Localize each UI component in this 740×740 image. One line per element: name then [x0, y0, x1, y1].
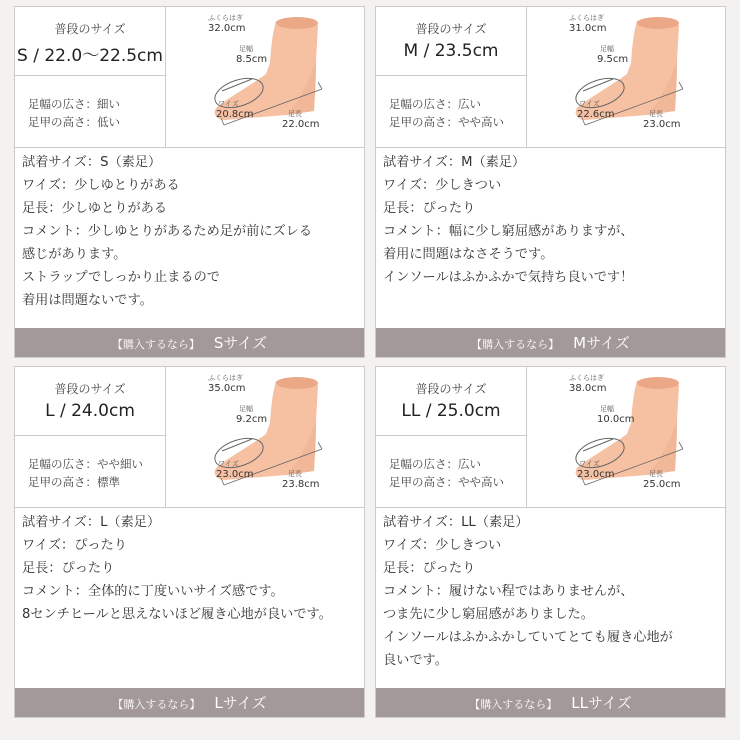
foot-illustration — [166, 7, 364, 147]
ankle-value: 9.2cm — [236, 414, 268, 425]
recommended-size: LLサイズ — [571, 694, 632, 712]
foot-width-line: 足幅の広さ：細い — [28, 97, 120, 111]
usual-size-caption: 普段のサイズ — [415, 22, 487, 36]
usual-size-box — [376, 367, 526, 436]
instep-height-line: 足甲の高さ：標準 — [28, 475, 120, 489]
fitting-comments — [15, 148, 364, 328]
size-review-card — [375, 6, 726, 358]
usual-size-value: L / 24.0cm — [45, 401, 135, 421]
ankle-label: 足幅 — [600, 405, 614, 413]
recommend-prefix: 【購入するなら】 — [471, 338, 560, 351]
recommended-size-bar — [15, 688, 364, 717]
wise-value: 20.8cm — [216, 109, 254, 120]
usual-size-caption: 普段のサイズ — [54, 382, 126, 396]
card-header — [376, 367, 725, 508]
recommended-size: Mサイズ — [573, 334, 630, 352]
comment-line: コメント：全体的に丁度いいサイズ感です。 — [22, 584, 284, 599]
calf-value: 35.0cm — [208, 383, 246, 394]
length-label: 足長 — [649, 110, 663, 118]
card-header — [15, 7, 364, 148]
foot-diagram — [527, 367, 725, 507]
comment-line: コメント：履けない程ではありませんが、 — [383, 584, 634, 599]
card-header — [15, 367, 364, 508]
size-review-card — [375, 366, 726, 718]
foot-shape-box — [15, 436, 165, 507]
comment-line: 足長：少しゆとりがある — [22, 201, 168, 216]
comment-line: ワイズ：ぴったり — [22, 538, 127, 553]
comment-line: 着用は問題ないです。 — [22, 293, 153, 308]
foot-shape-box — [376, 76, 526, 147]
fitting-comments — [376, 148, 725, 328]
usual-size-value: LL / 25.0cm — [401, 401, 501, 421]
wise-label: ワイズ — [579, 100, 600, 108]
ankle-value: 9.5cm — [597, 54, 629, 65]
ankle-label: 足幅 — [239, 405, 253, 413]
comment-line: ワイズ：少しきつい — [383, 178, 502, 193]
usual-size-caption: 普段のサイズ — [415, 382, 487, 396]
comment-line: ワイズ：少しきつい — [383, 538, 502, 553]
wise-label: ワイズ — [218, 460, 239, 468]
length-value: 25.0cm — [643, 479, 681, 490]
recommended-size-bar — [15, 328, 364, 357]
ankle-label: 足幅 — [239, 45, 253, 53]
instep-height-line: 足甲の高さ：やや高い — [389, 115, 504, 129]
length-value: 23.0cm — [643, 119, 681, 130]
size-review-card — [14, 6, 365, 358]
foot-illustration — [166, 367, 364, 507]
recommended-size: Lサイズ — [214, 694, 267, 712]
calf-label: ふくらはぎ — [569, 374, 604, 382]
recommend-prefix: 【購入するなら】 — [469, 698, 558, 711]
comment-line: 試着サイズ：L（素足） — [22, 515, 161, 530]
size-info-column — [376, 7, 527, 147]
foot-diagram — [166, 367, 364, 507]
size-info-column — [15, 367, 166, 507]
comment-line: ワイズ：少しゆとりがある — [22, 178, 180, 193]
comment-line: 試着サイズ：M（素足） — [383, 155, 526, 170]
recommended-size-bar — [376, 328, 725, 357]
recommend-prefix: 【購入するなら】 — [112, 698, 201, 711]
foot-shape-box — [376, 436, 526, 507]
calf-label: ふくらはぎ — [569, 14, 604, 22]
foot-width-line: 足幅の広さ：広い — [389, 97, 481, 111]
comment-line: 試着サイズ：LL（素足） — [383, 515, 529, 530]
foot-width-line: 足幅の広さ：やや細い — [28, 457, 143, 471]
wise-value: 22.6cm — [577, 109, 615, 120]
wise-value: 23.0cm — [577, 469, 615, 480]
foot-diagram — [166, 7, 364, 147]
comment-line: つま先に少し窮屈感がありました。 — [383, 607, 594, 622]
comment-line: 感じがあります。 — [22, 247, 127, 262]
comment-line: 8センチヒールと思えないほど履き心地が良いです。 — [22, 607, 332, 622]
wise-label: ワイズ — [218, 100, 239, 108]
comment-line: コメント：少しゆとりがあるため足が前にズレる — [22, 224, 313, 239]
comment-line: インソールはふかふかで気持ち良いです！ — [383, 270, 634, 285]
comment-line: 足長：ぴったり — [383, 201, 476, 216]
foot-illustration — [527, 7, 725, 147]
size-info-column — [376, 367, 527, 507]
recommended-size: Sサイズ — [213, 334, 268, 352]
calf-value: 31.0cm — [569, 23, 607, 34]
instep-height-line: 足甲の高さ：低い — [28, 115, 120, 129]
card-header — [376, 7, 725, 148]
comment-line: コメント：幅に少し窮屈感がありますが、 — [383, 224, 634, 239]
length-label: 足長 — [288, 110, 302, 118]
usual-size-value: M / 23.5cm — [403, 41, 499, 61]
length-label: 足長 — [649, 470, 663, 478]
length-value: 22.0cm — [282, 119, 320, 130]
foot-illustration — [527, 367, 725, 507]
usual-size-box — [376, 7, 526, 76]
usual-size-box — [15, 7, 165, 76]
calf-value: 38.0cm — [569, 383, 607, 394]
fitting-comments — [376, 508, 725, 688]
ankle-value: 8.5cm — [236, 54, 268, 65]
usual-size-value: S / 22.0〜22.5cm — [17, 46, 163, 66]
size-review-card — [14, 366, 365, 718]
comment-line: 試着サイズ：S（素足） — [22, 155, 162, 170]
usual-size-caption: 普段のサイズ — [54, 22, 126, 36]
instep-height-line: 足甲の高さ：やや高い — [389, 475, 504, 489]
calf-value: 32.0cm — [208, 23, 246, 34]
comment-line: インソールはふかふかしていてとても履き心地が — [383, 630, 673, 645]
usual-size-box — [15, 367, 165, 436]
recommend-prefix: 【購入するなら】 — [111, 338, 200, 351]
foot-width-line: 足幅の広さ：広い — [389, 457, 481, 471]
recommended-size-bar — [376, 688, 725, 717]
wise-value: 23.0cm — [216, 469, 254, 480]
fitting-comments — [15, 508, 364, 688]
comment-line: 良いです。 — [383, 653, 448, 668]
ankle-label: 足幅 — [600, 45, 614, 53]
comment-line: 足長：ぴったり — [22, 561, 115, 576]
length-value: 23.8cm — [282, 479, 320, 490]
foot-shape-box — [15, 76, 165, 147]
calf-label: ふくらはぎ — [208, 14, 243, 22]
length-label: 足長 — [288, 470, 302, 478]
wise-label: ワイズ — [579, 460, 600, 468]
comment-line: 着用に問題はなさそうです。 — [383, 247, 554, 262]
foot-diagram — [527, 7, 725, 147]
comment-line: 足長：ぴったり — [383, 561, 476, 576]
size-info-column — [15, 7, 166, 147]
comment-line: ストラップでしっかり止まるので — [22, 270, 220, 285]
ankle-value: 10.0cm — [597, 414, 635, 425]
calf-label: ふくらはぎ — [208, 374, 243, 382]
